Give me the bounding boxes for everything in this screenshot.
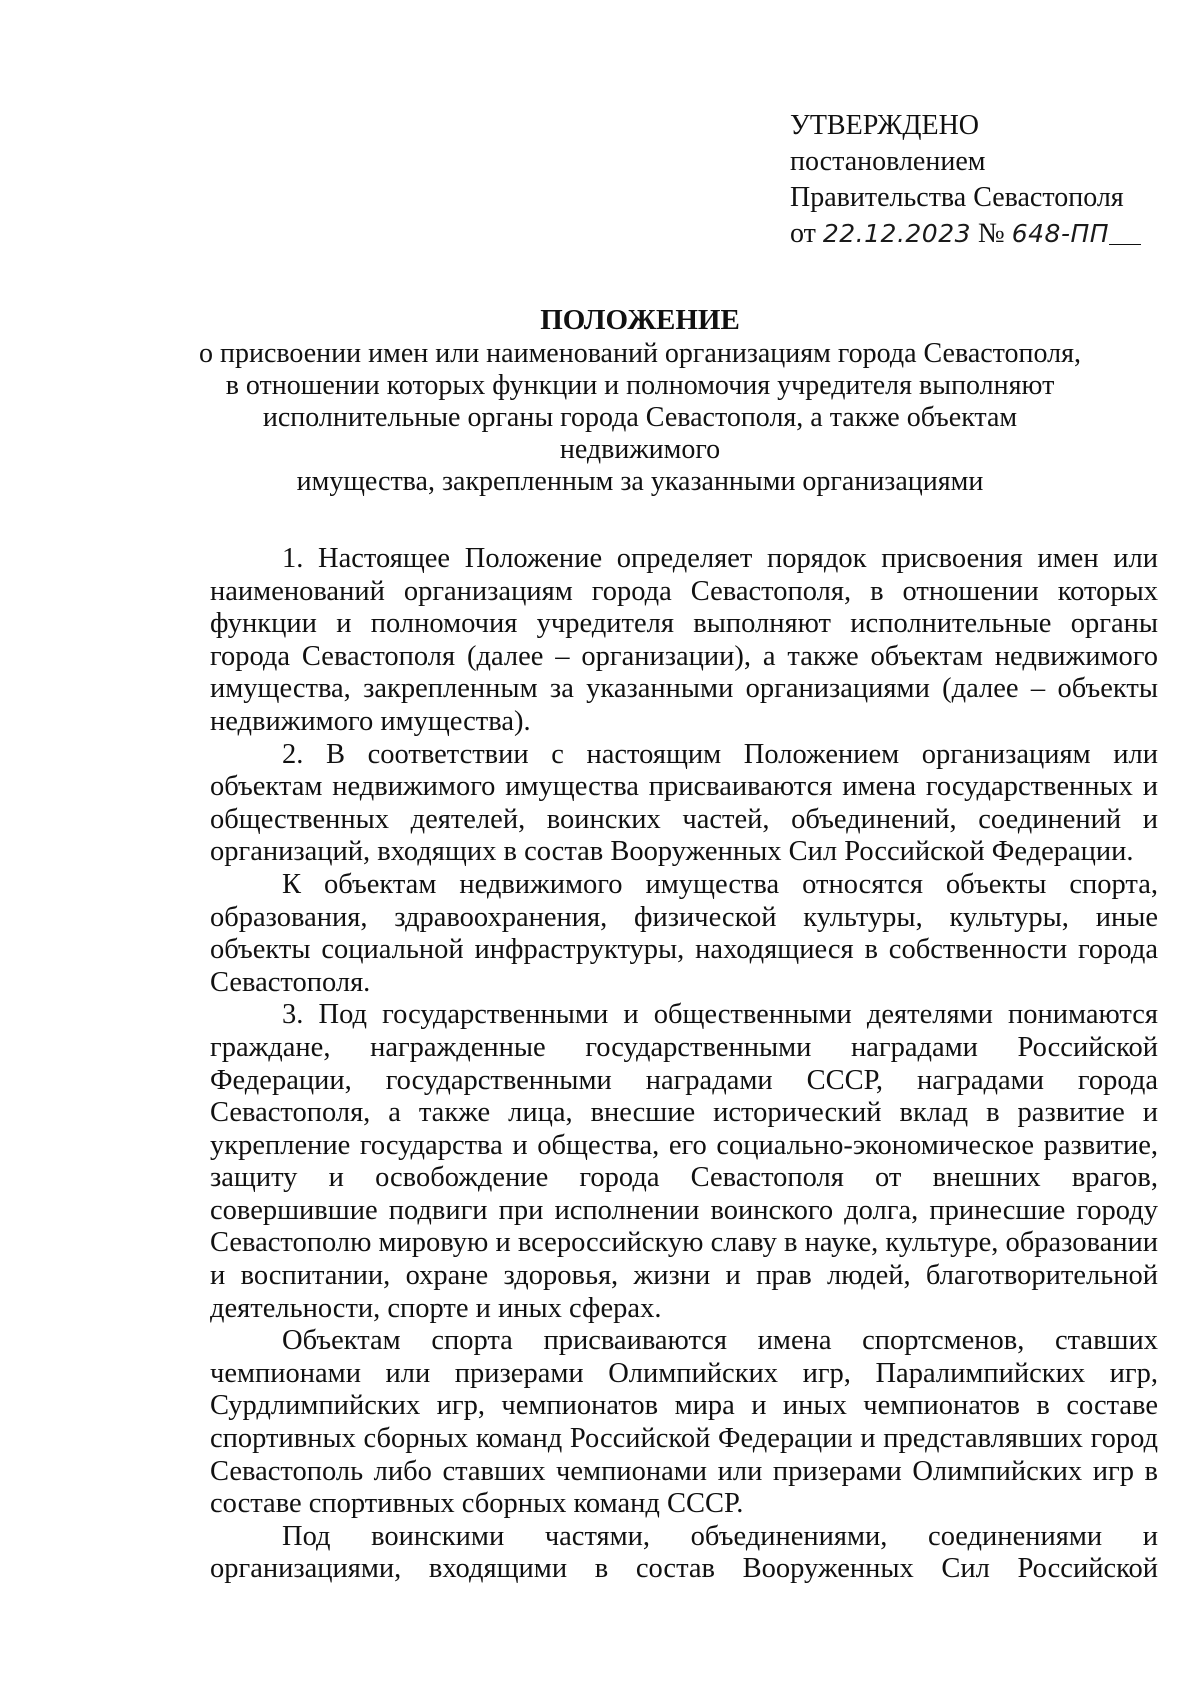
number-underline: [1109, 244, 1141, 245]
paragraph-3-sports: Объектам спорта присваиваются имена спортсменов, ставших чемпионами или призерами Олимпийских игр, Паралимпийских игр, Сурдлимпийских игр, чемпионатов мира и иных чемпионатов в составе спортивных сборных команд Российской Федерации и представлявших город Севастополь либо ставших чемпионами или призерами Олимпийских игр в составе спортивных сборных команд СССР.: [210, 1325, 1158, 1520]
heading-line: имущества, закрепленным за указанными организациями: [296, 466, 984, 497]
document-body: [210, 543, 1158, 1586]
heading-line: о присвоении имен или наименований организациям города Севастополя,: [198, 338, 1082, 369]
paragraph-3: 3. Под государственными и общественными деятелями понимаются граждане, награжденные государственными наградами Российской Федерации, государственными наградами СССР, наградами города Севастополя, а также лица, внесшие исторический вклад в развитие и укрепление государства и общества, его социально-экономическое развитие, защиту и освобождение города Севастополя от внешних врагов, совершившие подвиги при исполнении воинского долга, принесшие городу Севастополю мировую и всероссийскую славу в науке, культуре, образовании и воспитании, охране здоровья, жизни и прав людей, благотворительной деятельности, спорте и иных сферах.: [210, 999, 1158, 1324]
document-heading: [190, 304, 1090, 498]
approval-status: УТВЕРЖДЕНО: [790, 110, 980, 141]
approval-line-decree: постановлением: [790, 146, 986, 177]
paragraph-1: 1. Настоящее Положение определяет порядок присвоения имен или наименований организациям города Севастополя, в отношении которых функции и полномочия учредителя выполняют исполнительные органы города Севастополя (далее – организации), а также объектам недвижимого имущества, закрепленным за указанными организациями (далее – объекты недвижимого имущества).: [210, 543, 1158, 737]
paragraph-2-continued: К объектам недвижимого имущества относятся объекты спорта, образования, здравоохранения, физической культуры, культуры, иные объекты социальной инфраструктуры, находящиеся в собственности города Севастополя.: [210, 868, 1158, 998]
heading-line: исполнительные органы города Севастополя, а также объектам недвижимого: [262, 402, 1018, 465]
handwritten-number: 648-ПП: [1011, 219, 1110, 248]
paragraph-2: 2. В соответствии с настоящим Положением организациям или объектам недвижимого имущества присваиваются имена государственных и общественных деятелей, воинских частей, объединений, соединений и организаций, входящих в состав Вооруженных Сил Российской Федерации.: [210, 738, 1158, 868]
handwritten-date: 22.12.2023: [822, 219, 972, 248]
date-prefix: от: [790, 218, 816, 249]
number-prefix: №: [978, 218, 1005, 249]
paragraph-3-military: Под воинскими частями, объединениями, соединениями и организациями, входящими в состав Вооруженных Сил Российской: [210, 1520, 1158, 1585]
approval-line-government: Правительства Севастополя: [790, 182, 1124, 213]
heading-line: в отношении которых функции и полномочия учредителя выполняют: [225, 370, 1055, 401]
approval-stamp: [790, 108, 1141, 252]
approval-date-number: [790, 216, 1141, 252]
document-title: ПОЛОЖЕНИЕ: [540, 304, 740, 336]
